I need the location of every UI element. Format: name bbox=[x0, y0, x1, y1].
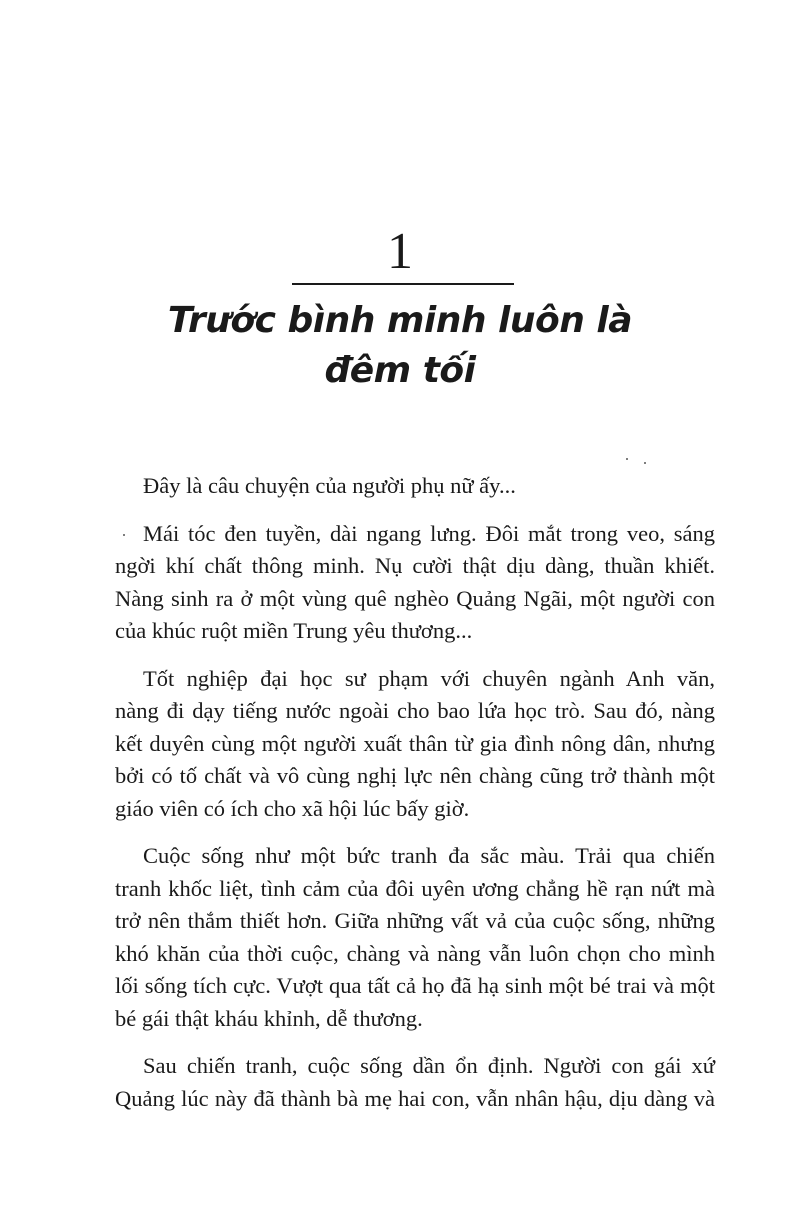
paragraph-2 bbox=[115, 518, 715, 648]
text-line: Quảng lúc này đã thành bà mẹ hai con, vẫn nhân hậu, dịu dàng và bbox=[115, 1085, 715, 1111]
chapter-number: 1 bbox=[387, 223, 413, 280]
chapter-body bbox=[115, 470, 715, 1130]
text-line: của khúc ruột miền Trung yêu thương... bbox=[115, 618, 473, 643]
text-line: Cuộc sống như một bức tranh đa sắc màu. Trải qua chiến bbox=[143, 843, 715, 868]
text-line: bởi có tố chất và vô cùng nghị lực nên chàng cũng trở thành một bbox=[115, 763, 715, 788]
text-line: Đây là câu chuyện của người phụ nữ ấy... bbox=[143, 473, 516, 498]
chapter-title-line-2: đêm tối bbox=[324, 350, 476, 391]
chapter-title-line-1: Trước bình minh luôn là bbox=[167, 300, 633, 341]
print-speck bbox=[626, 458, 628, 460]
chapter-title bbox=[0, 296, 800, 396]
text-line: ngời khí chất thông minh. Nụ cười thật dịu dàng, thuần khiết. bbox=[115, 553, 715, 578]
text-line: lối sống tích cực. Vượt qua tất cả họ đã hạ sinh một bé trai và một bbox=[115, 973, 715, 998]
text-line: bé gái thật kháu khỉnh, dễ thương. bbox=[115, 1005, 423, 1031]
print-speck bbox=[644, 462, 646, 464]
text-line: Nàng sinh ra ở một vùng quê nghèo Quảng Ngãi, một người con bbox=[115, 585, 715, 611]
text-line: giáo viên có ích cho xã hội lúc bấy giờ. bbox=[115, 795, 470, 821]
text-line: Mái tóc đen tuyền, dài ngang lưng. Đôi mắt trong veo, sáng bbox=[143, 520, 715, 546]
paragraph-5 bbox=[115, 1050, 715, 1115]
chapter-divider bbox=[292, 283, 514, 285]
text-line: Tốt nghiệp đại học sư phạm với chuyên ngành Anh văn, bbox=[143, 665, 715, 691]
text-line: trở nên thắm thiết hơn. Giữa những vất vả của cuộc sống, những bbox=[115, 908, 715, 933]
text-line: Sau chiến tranh, cuộc sống dần ổn định. Người con gái xứ bbox=[143, 1053, 715, 1078]
text-line: khó khăn của thời cuộc, chàng và nàng vẫn luôn chọn cho mình bbox=[115, 940, 715, 966]
text-line: nàng đi dạy tiếng nước ngoài cho bao lứa học trò. Sau đó, nàng bbox=[115, 698, 715, 723]
paragraph-1 bbox=[115, 470, 715, 503]
paragraph-3 bbox=[115, 663, 715, 826]
print-speck bbox=[123, 534, 125, 536]
paragraph-4 bbox=[115, 840, 715, 1035]
text-line: kết duyên cùng một người xuất thân từ gia đình nông dân, nhưng bbox=[115, 730, 715, 756]
text-line: tranh khốc liệt, tình cảm của đôi uyên ương chẳng hề rạn nứt mà bbox=[115, 875, 715, 901]
